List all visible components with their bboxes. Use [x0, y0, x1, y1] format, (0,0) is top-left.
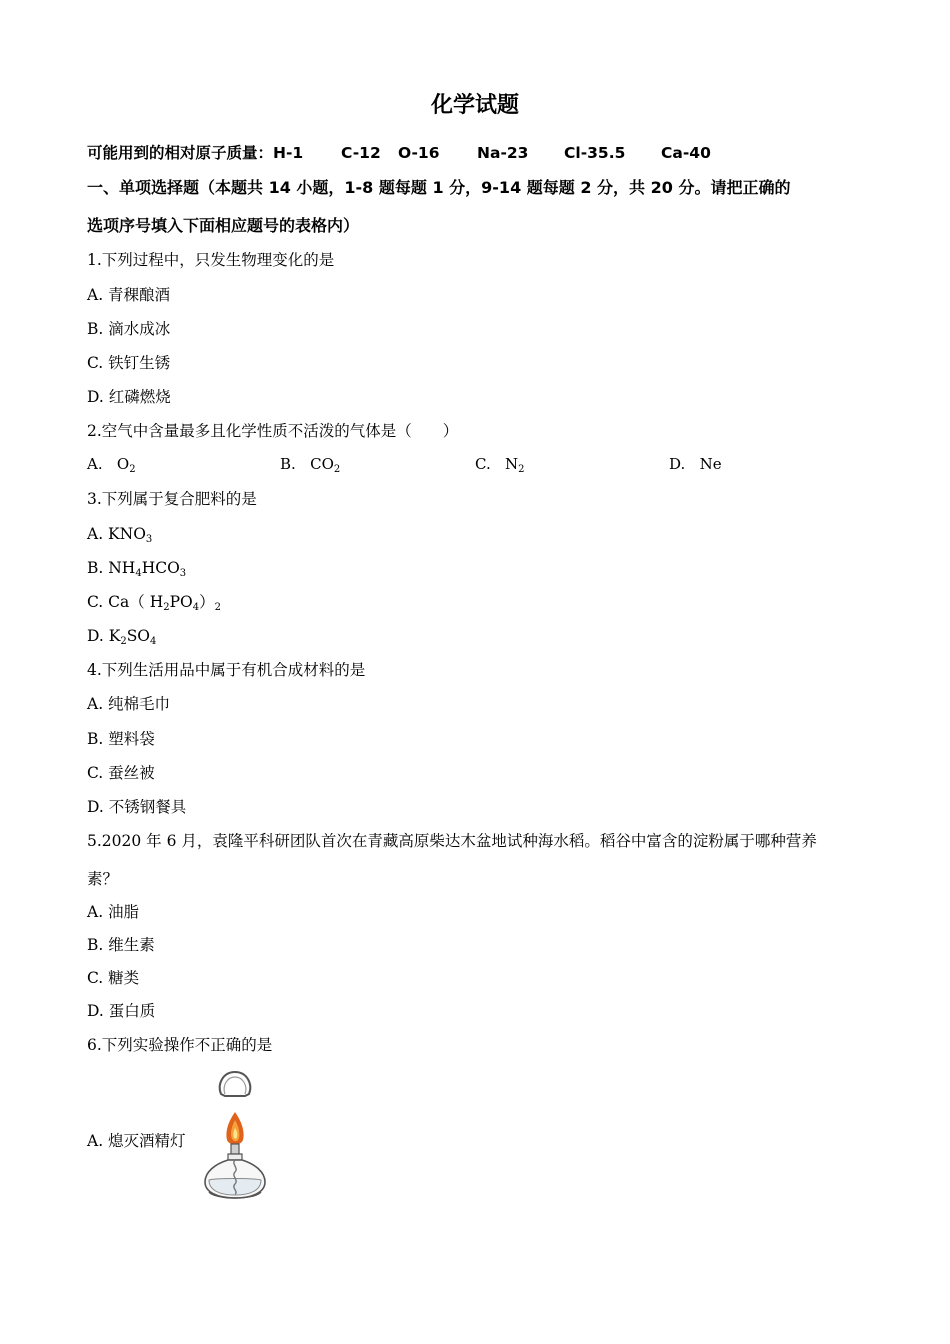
atomic-mass-item: Na-23	[477, 144, 529, 162]
question-4-option-c: C. 蚕丝被	[87, 764, 155, 782]
formula-part: SO	[126, 627, 151, 645]
question-3-option-b	[87, 558, 186, 584]
option-label: C.	[475, 455, 491, 473]
subscript: 4	[150, 636, 157, 647]
formula-part: ）	[199, 593, 215, 611]
question-5-option-a: A. 油脂	[87, 903, 140, 921]
option-formula: N	[505, 455, 519, 473]
option-formula: O	[116, 455, 130, 473]
atomic-mass-item: Cl-35.5	[564, 144, 626, 162]
option-formula: Ne	[699, 455, 722, 473]
atomic-mass-item: C-12	[341, 144, 381, 162]
subscript: 3	[145, 534, 153, 545]
subscript: 4	[192, 602, 200, 613]
atomic-mass-item: Ca-40	[661, 144, 711, 162]
subscript: 2	[214, 602, 221, 613]
question-5-option-c: C. 糖类	[87, 969, 140, 987]
formula-part: PO	[169, 593, 193, 611]
wick-holder	[231, 1144, 239, 1154]
section-heading-line1: 一、单项选择题（本题共 14 小题，1-8 题每题 1 分，9-14 题每题 2 分，共 20 分。请把正确的	[87, 178, 791, 197]
question-1-stem: 1.下列过程中，只发生物理变化的是	[87, 251, 335, 269]
alcohol-lamp-illustration	[195, 1066, 275, 1206]
question-2-option-b	[280, 455, 340, 475]
atomic-mass-line	[87, 143, 711, 163]
question-6-stem: 6.下列实验操作不正确的是	[87, 1036, 273, 1054]
page-title: 化学试题	[430, 93, 519, 118]
question-4-stem: 4.下列生活用品中属于有机合成材料的是	[87, 661, 366, 679]
subscript: 2	[333, 464, 341, 475]
subscript: 2	[120, 636, 127, 647]
question-2-option-d	[669, 455, 722, 473]
formula-part: HCO	[141, 559, 180, 577]
question-6-option-a: A. 熄灭酒精灯	[87, 1132, 186, 1150]
question-1-option-a: A. 青稞酿酒	[87, 286, 171, 304]
flame-icon	[226, 1112, 243, 1145]
subscript: 3	[179, 568, 187, 579]
option-formula: CO	[310, 455, 334, 473]
subscript: 4	[135, 568, 142, 579]
formula-part: C. Ca（ H	[87, 593, 164, 611]
question-5-stem-line2: 素？	[87, 870, 119, 888]
question-3-option-c	[87, 592, 221, 618]
subscript: 2	[163, 602, 170, 613]
question-5-stem-line1: 5.2020 年 6 月，袁隆平科研团队首次在青藏高原柴达木盆地试种海水稻。稻谷中富含的淀粉属于哪种营养	[87, 832, 817, 850]
question-2-stem: 2.空气中含量最多且化学性质不活泼的气体是（ ）	[87, 422, 459, 440]
formula-part: B. NH	[87, 559, 136, 577]
question-2-options	[87, 455, 867, 475]
question-4-option-d: D. 不锈钢餐具	[87, 798, 187, 816]
question-3-stem: 3.下列属于复合肥料的是	[87, 490, 257, 508]
lamp-cap-icon	[220, 1072, 250, 1096]
question-4-option-b: B. 塑料袋	[87, 730, 155, 748]
subscript: 2	[129, 464, 136, 475]
question-4-option-a: A. 纯棉毛巾	[87, 695, 171, 713]
question-1-option-c: C. 铁钉生锈	[87, 354, 171, 372]
question-1-option-d: D. 红磷燃烧	[87, 388, 171, 406]
question-3-option-a	[87, 524, 152, 550]
question-5-option-b: B. 维生素	[87, 936, 155, 954]
question-3-option-d	[87, 626, 156, 652]
option-label: B.	[280, 455, 296, 473]
atomic-mass-label: 可能用到的相对原子质量：	[87, 144, 274, 162]
question-1-option-b: B. 滴水成冰	[87, 320, 171, 338]
section-heading-line2: 选项序号填入下面相应题号的表格内）	[87, 216, 360, 235]
option-label: D.	[669, 455, 686, 473]
formula-part: A. KNO	[87, 525, 146, 543]
question-5-option-d: D. 蛋白质	[87, 1002, 156, 1020]
atomic-mass-item: H-1	[273, 144, 304, 162]
question-2-option-a	[87, 455, 136, 475]
question-2-option-c	[475, 455, 525, 475]
option-label: A.	[87, 455, 103, 473]
formula-part: D. K	[87, 627, 121, 645]
subscript: 2	[518, 464, 525, 475]
atomic-mass-item: O-16	[398, 144, 440, 162]
